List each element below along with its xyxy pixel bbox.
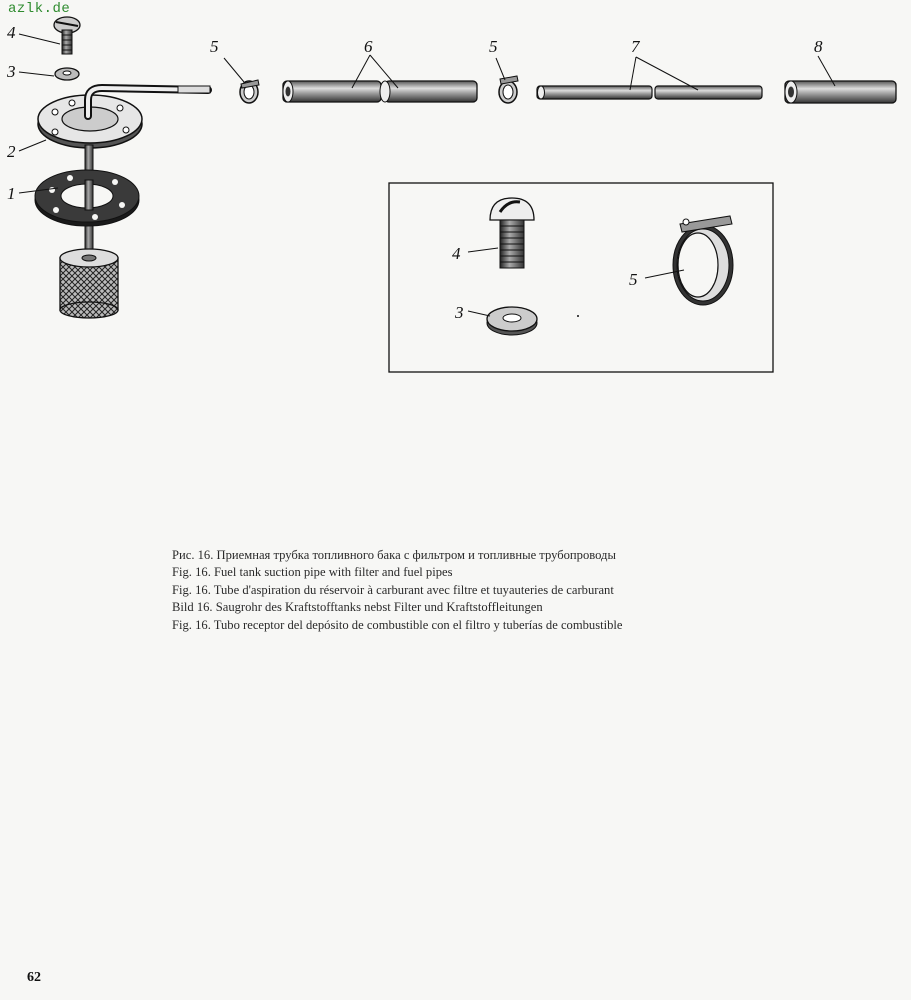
figure-caption [172,547,772,634]
callout-7: 7 [631,37,640,56]
callout-8: 8 [814,37,823,56]
hose-clamp-part-5b [499,76,518,103]
inset-callout-5: 5 [629,270,638,289]
callout-5a: 5 [210,37,219,56]
screw-part-4 [54,17,80,54]
inset-screw-part-4 [490,198,534,268]
caption-line-de: Bild 16. Saugrohr des Kraftstofftanks nebst Filter und Kraftstoffleitungen [172,600,543,615]
inset-clamp-part-5 [673,216,733,305]
inset-detail-box [389,183,773,372]
inset-callout-4: 4 [452,244,461,263]
washer-part-3 [55,68,79,80]
flange-part-2 [38,86,210,148]
callout-3: 3 [7,62,16,81]
inset-washer-part-3 [487,307,537,335]
caption-line-en: Fig. 16. Fuel tank suction pipe with filter and fuel pipes [172,565,453,580]
caption-line-ru: Рис. 16. Приемная трубка топливного бака с фильтром и топливные трубопроводы [172,548,616,562]
callout-1: 1 [7,184,16,203]
rubber-hose-part-8 [785,81,896,103]
caption-line-es: Fig. 16. Tubo receptor del depósito de combustible con el filtro y tuberías de combustible [172,617,623,632]
callout-4: 4 [7,23,16,42]
gasket-part-1 [35,170,139,226]
rubber-hose-part-6 [283,81,477,102]
inset-callout-3: 3 [455,303,464,322]
callout-5b: 5 [489,37,498,56]
caption-line-fr: Fig. 16. Tube d'aspiration du réservoir à carburant avec filtre et tuyauteries de carburant [172,582,614,597]
fuel-pipe-part-7 [537,86,762,99]
fuel-filter [60,249,118,318]
callout-6: 6 [364,37,373,56]
callout-2: 2 [7,142,16,161]
hose-clamp-part-5a [240,80,259,103]
page-number: 62 [27,970,41,985]
watermark: azlk.de [8,1,71,17]
